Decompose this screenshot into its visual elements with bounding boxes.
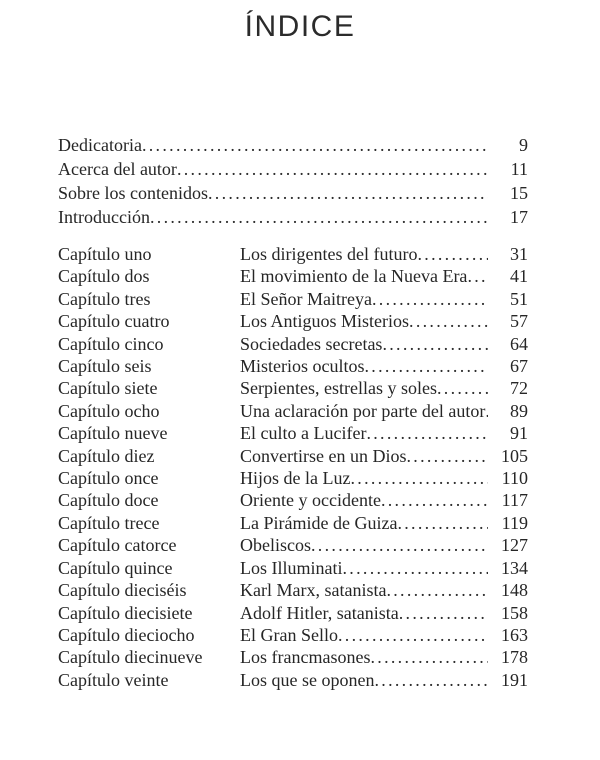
chapter-row xyxy=(58,646,528,668)
dot-leader xyxy=(142,133,488,157)
page-number: 117 xyxy=(501,490,528,511)
chapter-title: Los Antiguos Misterios xyxy=(240,311,410,332)
page-number: 11 xyxy=(510,159,528,179)
dot-leader xyxy=(311,534,488,556)
chapter-title: El culto a Lucifer xyxy=(240,423,367,444)
dot-leader xyxy=(365,355,489,377)
chapter-title: Hijos de la Luz xyxy=(240,468,351,489)
front-matter-list xyxy=(58,133,528,229)
page-number: 163 xyxy=(501,624,528,645)
entry-label: Acerca del autor xyxy=(58,159,177,179)
chapter-row xyxy=(58,310,528,332)
chapter-label: Capítulo once xyxy=(58,468,159,489)
chapter-row xyxy=(58,400,528,422)
page-number: 148 xyxy=(501,580,528,601)
entry-label: Sobre los contenidos xyxy=(58,183,208,203)
chapter-row xyxy=(58,512,528,534)
chapters-list xyxy=(58,243,528,691)
chapter-title: Oriente y occidente xyxy=(240,490,381,511)
page-number: 64 xyxy=(510,333,528,354)
chapter-label: Capítulo ocho xyxy=(58,400,160,421)
chapter-row xyxy=(58,534,528,556)
page-number: 72 xyxy=(510,378,528,399)
chapter-label: Capítulo diecisiete xyxy=(58,602,193,623)
chapter-row xyxy=(58,243,528,265)
chapter-label: Capítulo quince xyxy=(58,557,173,578)
dot-leader xyxy=(338,624,488,646)
dot-leader xyxy=(409,310,488,332)
front-matter-row xyxy=(58,181,528,205)
chapter-title: Una aclaración por parte del autor xyxy=(240,400,486,421)
dot-leader xyxy=(370,646,488,668)
page-number: 178 xyxy=(501,647,528,668)
page-number: 31 xyxy=(510,244,528,264)
chapter-title: Serpientes, estrellas y soles xyxy=(240,378,437,399)
chapter-title: El Señor Maitreya xyxy=(240,288,372,309)
front-matter-row xyxy=(58,133,528,157)
dot-leader xyxy=(208,181,488,205)
chapter-row xyxy=(58,333,528,355)
page-number: 105 xyxy=(501,445,528,466)
chapter-title: El Gran Sello xyxy=(240,624,338,645)
chapter-label: Capítulo veinte xyxy=(58,669,169,690)
chapter-row xyxy=(58,355,528,377)
page-number: 57 xyxy=(510,311,528,332)
dot-leader xyxy=(397,512,488,534)
front-matter-row xyxy=(58,157,528,181)
page-number: 158 xyxy=(501,602,528,623)
chapter-row xyxy=(58,288,528,310)
dot-leader xyxy=(374,669,488,691)
chapter-label: Capítulo dieciséis xyxy=(58,580,187,601)
chapter-label: Capítulo cuatro xyxy=(58,311,170,332)
chapter-title: Los que se oponen xyxy=(240,669,375,690)
chapter-label: Capítulo seis xyxy=(58,356,152,377)
dot-leader xyxy=(386,579,488,601)
chapter-label: Capítulo trece xyxy=(58,512,160,533)
chapter-title: Los Illuminati xyxy=(240,557,343,578)
toc-page xyxy=(0,10,600,760)
chapter-title: Convertirse en un Dios xyxy=(240,445,407,466)
entry-label: Dedicatoria xyxy=(58,135,142,155)
dot-leader xyxy=(381,489,488,511)
dot-leader xyxy=(343,557,489,579)
chapter-label: Capítulo tres xyxy=(58,288,151,309)
chapter-row xyxy=(58,422,528,444)
dot-leader xyxy=(437,377,488,399)
entry-label: Introducción xyxy=(58,207,150,227)
chapter-row xyxy=(58,557,528,579)
dot-leader xyxy=(417,243,488,265)
chapter-title: Sociedades secretas xyxy=(240,333,383,354)
page-number: 9 xyxy=(519,135,528,155)
chapter-row xyxy=(58,602,528,624)
chapter-label: Capítulo nueve xyxy=(58,423,168,444)
chapter-row xyxy=(58,579,528,601)
dot-leader xyxy=(366,422,488,444)
chapter-title: La Pirámide de Guiza xyxy=(240,512,398,533)
page-number: 119 xyxy=(501,512,528,533)
page-number: 91 xyxy=(510,423,528,444)
chapter-label: Capítulo dieciocho xyxy=(58,624,195,645)
page-number: 67 xyxy=(510,356,528,377)
chapter-title: Obeliscos xyxy=(240,535,311,556)
page-number: 134 xyxy=(501,557,528,578)
chapter-label: Capítulo doce xyxy=(58,490,159,511)
chapter-label: Capítulo catorce xyxy=(58,535,177,556)
dot-leader xyxy=(350,467,488,489)
dot-leader xyxy=(382,333,488,355)
chapter-title: Karl Marx, satanista xyxy=(240,580,387,601)
chapter-row xyxy=(58,669,528,691)
page-number: 15 xyxy=(510,183,528,203)
chapter-row xyxy=(58,445,528,467)
toc-lists xyxy=(0,133,600,691)
dot-leader xyxy=(399,602,488,624)
chapter-title: Misterios ocultos xyxy=(240,356,365,377)
page-number: 17 xyxy=(510,207,528,227)
page-number: 51 xyxy=(510,288,528,309)
page-number: 127 xyxy=(501,535,528,556)
chapter-label: Capítulo diez xyxy=(58,445,155,466)
chapter-title: Los dirigentes del futuro xyxy=(240,244,418,264)
chapter-title: Los francmasones xyxy=(240,647,371,668)
chapter-row xyxy=(58,377,528,399)
chapter-label: Capítulo cinco xyxy=(58,333,164,354)
chapter-row xyxy=(58,265,528,287)
chapter-label: Capítulo siete xyxy=(58,378,158,399)
dot-leader xyxy=(467,265,488,287)
chapter-label: Capítulo diecinueve xyxy=(58,647,203,668)
dot-leader xyxy=(406,445,488,467)
dot-leader xyxy=(177,157,488,181)
page-number: 191 xyxy=(501,669,528,690)
page-title: ÍNDICE xyxy=(244,10,356,43)
chapter-title: El movimiento de la Nueva Era xyxy=(240,266,468,287)
chapter-label: Capítulo dos xyxy=(58,266,150,287)
dot-leader xyxy=(372,288,488,310)
page-number: 89 xyxy=(510,400,528,421)
chapter-row xyxy=(58,489,528,511)
chapter-title: Adolf Hitler, satanista xyxy=(240,602,399,623)
page-number: 41 xyxy=(510,266,528,287)
chapter-row xyxy=(58,467,528,489)
chapter-row xyxy=(58,624,528,646)
dot-leader xyxy=(150,205,488,229)
front-matter-row xyxy=(58,205,528,229)
page-number: 110 xyxy=(501,468,528,489)
chapter-label: Capítulo uno xyxy=(58,244,152,264)
